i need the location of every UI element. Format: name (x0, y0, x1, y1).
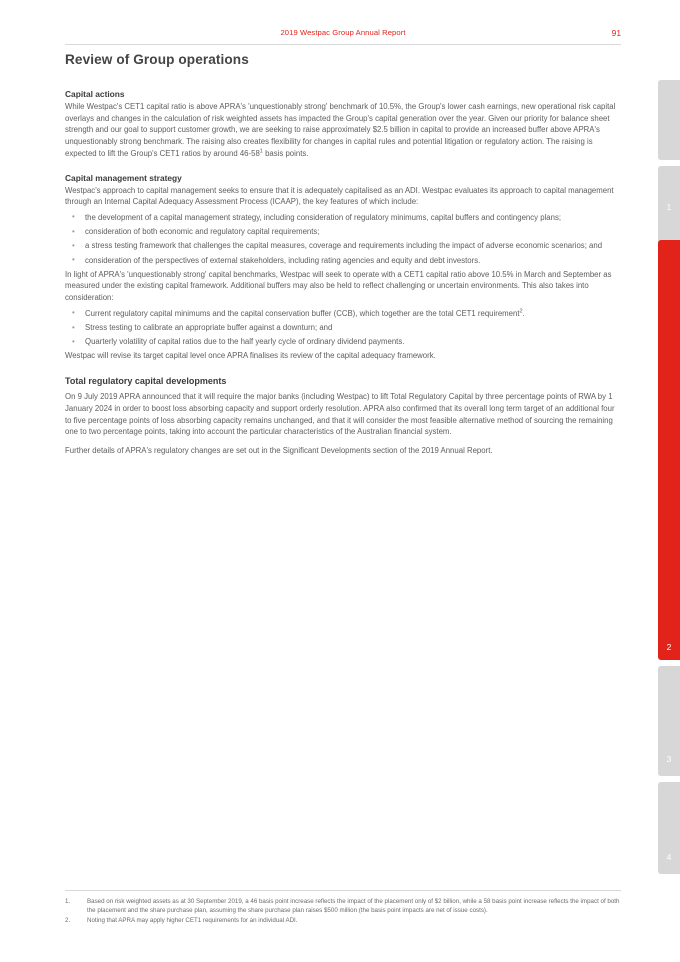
heading-capital-actions: Capital actions (65, 89, 125, 99)
section-tab-2-active[interactable] (658, 240, 680, 660)
bullet-list-considerations (65, 308, 621, 348)
footnote-section (65, 898, 621, 928)
paragraph-text: While Westpac's CET1 capital ratio is above APRA's 'unquestionably strong' benchmark of 10.5%, the Group's lower cash earnings, new operational risk capital overlays and changes in the calculation of risk weighted assets has impacted the Group's capital generation over the year. Given our priority for balance sheet strength and our goal to support customer growth, we are seeking to raise approximately $2.5 billion in capital to provide an increased buffer above APRA's unquestionably strong benchmark. The raising also creates flexibility for changes in capital rules and potential litigation or regulatory action. The raising is expected to lift the Group's CET1 ratios by around $46-58^1$ basis points. (65, 102, 616, 158)
section-tab-1[interactable] (658, 166, 680, 246)
paragraph-capital-benchmarks: In light of APRA's 'unquestionably strong' capital benchmarks, Westpac will seek to operate with a CET1 capital ratio above 10.5% in March and September as measured under the existing capital framework. Additional buffers may also be held to reflect challenging or uncertain environments. This also takes into consideration: (65, 269, 612, 303)
section-tab-label: 2 (666, 642, 672, 652)
footnote-number: 1. (65, 898, 71, 905)
paragraph-further-details: Further details of APRA's regulatory changes are set out in the Significant Developments section of the 2019 Annual Report. (65, 445, 493, 455)
section-tab-4[interactable] (658, 782, 680, 874)
header-divider (65, 44, 621, 45)
bullet-list-icaap-features (65, 212, 621, 266)
paragraph-apra-announcement: On 9 July 2019 APRA announced that it will require the major banks (including Westpac) to lift Total Regulatory Capital by three percentage points of RWA by 1 January 2024 in order to boost loss absorbing capacity and support orderly resolution. APRA also confirmed that its overall long term target of an additional four to five percentage points of loss absorbing capacity remains unchanged, and that it will consider the most feasible alternative method of sourcing the remaining one to two percentage points, taking into account the particular characteristics of the Australian financial system. (65, 392, 615, 437)
page-number: 91 (611, 28, 621, 38)
paragraph-target-capital-level: Westpac will revise its target capital level once APRA finalises its review of the capital adequacy framework. (65, 351, 436, 361)
list-item: • Current regulatory capital minimums and the capital conservation buffer (CCB), which together are the total CET1 requirement$^2$. (65, 308, 621, 320)
list-item: • Quarterly volatility of capital ratios due to the half yearly cycle of ordinary dividend payments. (65, 336, 621, 348)
list-item: • the development of a capital management strategy, including consideration of regulatory minimums, capital buffers and contingency plans; (65, 212, 621, 224)
footnote-number: 2. (65, 917, 71, 925)
section-tab-3[interactable] (658, 666, 680, 776)
list-item: • Stress testing to calibrate an appropriate buffer against a downturn; and (65, 322, 621, 334)
document-body (65, 52, 621, 457)
heading-total-regulatory-capital-developments: Total regulatory capital developments (65, 376, 227, 387)
section-tab-strip (658, 0, 680, 962)
section-tab-label: 4 (666, 852, 672, 862)
page-title: Review of Group operations (65, 52, 249, 67)
footnote-marker-2: 2 (519, 308, 523, 315)
paragraph-capital-management-intro: Westpac's approach to capital management seeks to ensure that it is adequately capitalised as an ADI. Westpac evaluates its approach to capital management through an Internal Capital Adequacy Assessment Process (ICAAP), the key features of which include: (65, 185, 614, 207)
list-item: • consideration of both economic and regulatory capital requirements; (65, 226, 621, 238)
footnote-1 (65, 898, 621, 915)
footnote-text: Noting that APRA may apply higher CET1 requirements for an individual ADI. (87, 917, 298, 925)
list-item: • a stress testing framework that challenges the capital measures, coverage and requirements including the impact of adverse economic scenarios; and (65, 240, 621, 252)
list-item-label: Current regulatory capital minimums and the capital conservation buffer (CCB), which together are the total CET1 requirement (85, 308, 520, 318)
section-tab-label: 3 (666, 754, 672, 764)
footnote-2 (65, 917, 621, 926)
heading-capital-management-strategy: Capital management strategy (65, 172, 182, 183)
footnote-divider (65, 890, 621, 891)
list-item: • consideration of the perspectives of external stakeholders, including rating agencies and equity and debt investors. (65, 255, 621, 267)
section-tab-0[interactable] (658, 80, 680, 160)
footnote-text: Based on risk weighted assets as at 30 September 2019, a 46 basis point increase reflects the impact of the placement only of $2 billion, while a 58 basis point increase reflects the impact of both the placement and the share purchase plan, assuming the share purchase plan raises $500 million (the basis point impacts are net of issue costs). (87, 898, 620, 914)
section-tab-label: 1 (666, 202, 672, 212)
report-title: 2019 Westpac Group Annual Report (280, 28, 406, 37)
paragraph-capital-actions (65, 101, 621, 160)
